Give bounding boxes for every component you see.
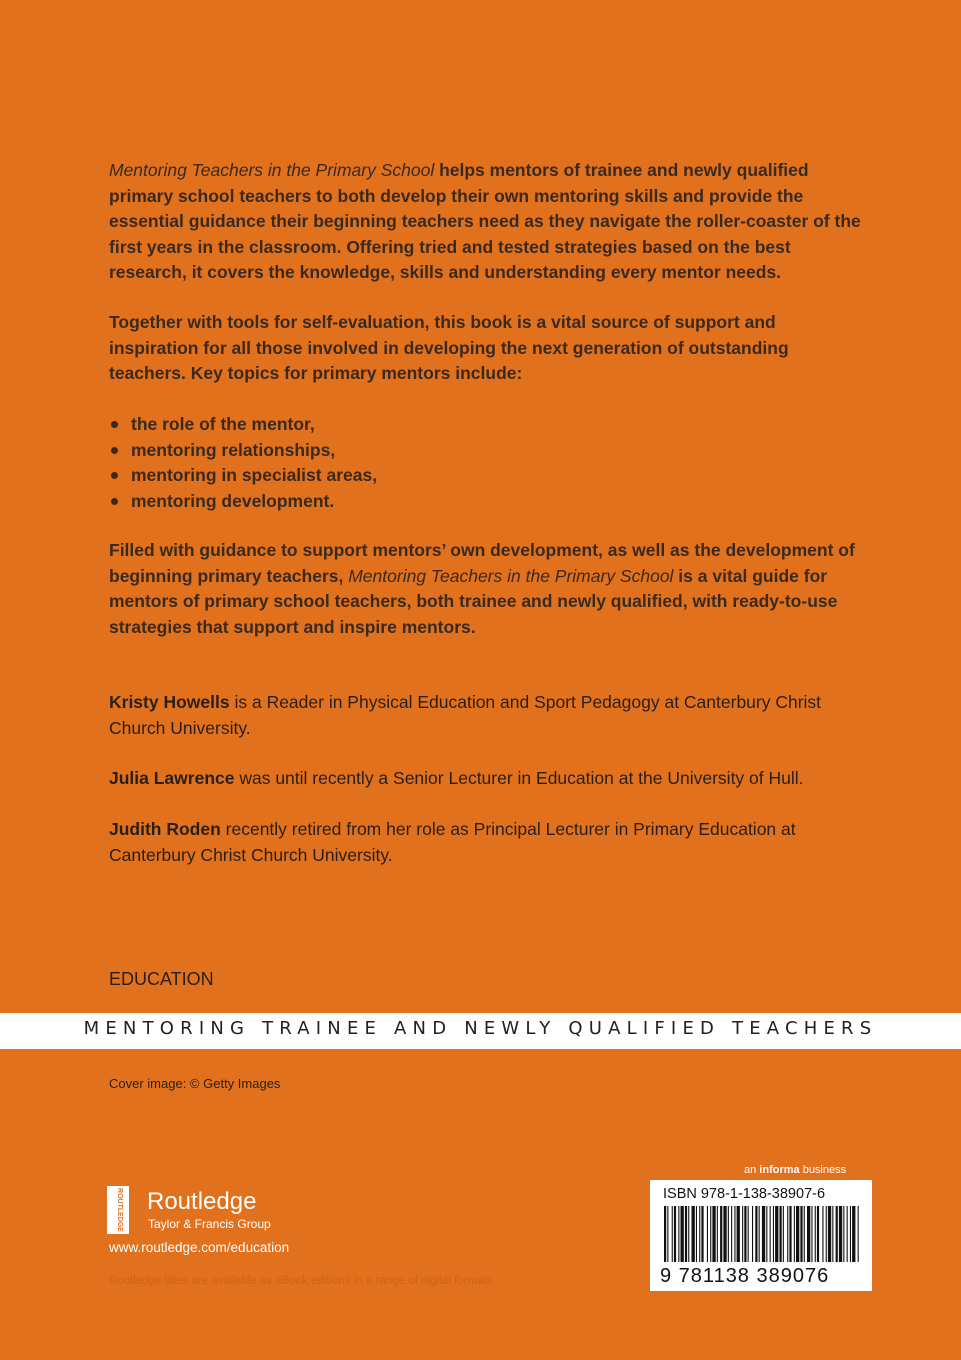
list-item: mentoring development. (109, 489, 377, 515)
bullet-icon (111, 498, 118, 505)
series-title: MENTORING TRAINEE AND NEWLY QUALIFIED TEACHERS (83, 1018, 878, 1039)
list-item: mentoring in specialist areas, (109, 463, 377, 489)
bullet-icon (111, 472, 118, 479)
author-bio: Julia Lawrence was until recently a Senior Lecturer in Education at the University of Hull. (109, 768, 804, 788)
author-bio: Judith Roden recently retired from her role as Principal Lecturer in Primary Education at Canterbury Christ Church University. (109, 819, 796, 865)
publisher-url[interactable]: www.routledge.com/education (109, 1240, 290, 1255)
blurb-text: helps mentors of trainee and newly qualified primary school teachers to both develop their own mentoring skills and provide the essential guidance their beginning teachers need as they navigate the roller-coaster of the first years in the classroom. Offering tried and tested strategies based on the best research, it covers the knowledge, skills and understanding every mentor needs. (109, 160, 861, 282)
author-bio: Kristy Howells is a Reader in Physical Education and Sport Pedagogy at Canterbury Christ Church University. (109, 692, 822, 738)
isbn-digits: 9 781138 389076 (660, 1265, 830, 1287)
bullet-icon (111, 447, 118, 454)
bullet-icon (111, 421, 118, 428)
key-topics-list (109, 412, 377, 514)
blurb-paragraph-1 (109, 158, 869, 286)
author-name: Judith Roden (109, 819, 221, 839)
author-name: Kristy Howells (109, 692, 230, 712)
ebook-note: Routledge titles are available as eBook editions in a range of digital formats (109, 1275, 493, 1287)
publisher-group: Taylor & Francis Group (148, 1217, 271, 1231)
list-item: mentoring relationships, (109, 438, 377, 464)
informa-tagline: an informa business (744, 1164, 847, 1176)
blurb-paragraph-3: Filled with guidance to support mentors’ own development, as well as the development of beginning primary teachers, Mentoring Teachers in the Primary School is a vital guide for mentors of primary school teachers, both trainee and newly qualified, with ready-to-use strategies that support and inspire mentors. (109, 540, 855, 637)
svg-text:ROUTLEDGE: ROUTLEDGE (116, 1188, 123, 1232)
author-name: Julia Lawrence (109, 768, 235, 788)
cover-image-credit: Cover image: © Getty Images (109, 1076, 281, 1091)
subject-category: EDUCATION (109, 969, 214, 989)
routledge-logo-icon (107, 1186, 139, 1234)
book-title-inline: Mentoring Teachers in the Primary School (109, 160, 435, 180)
isbn-label: ISBN 978-1-138-38907-6 (663, 1186, 826, 1202)
list-item: the role of the mentor, (109, 412, 377, 438)
publisher-name: Routledge (147, 1188, 257, 1215)
blurb-paragraph-2: Together with tools for self-evaluation, this book is a vital source of support and inspiration for all those involved in developing the next generation of outstanding teachers. Key topics for primary mentors include: (109, 312, 789, 383)
book-title-inline: Mentoring Teachers in the Primary School (348, 565, 674, 586)
barcode-icon (662, 1206, 860, 1264)
